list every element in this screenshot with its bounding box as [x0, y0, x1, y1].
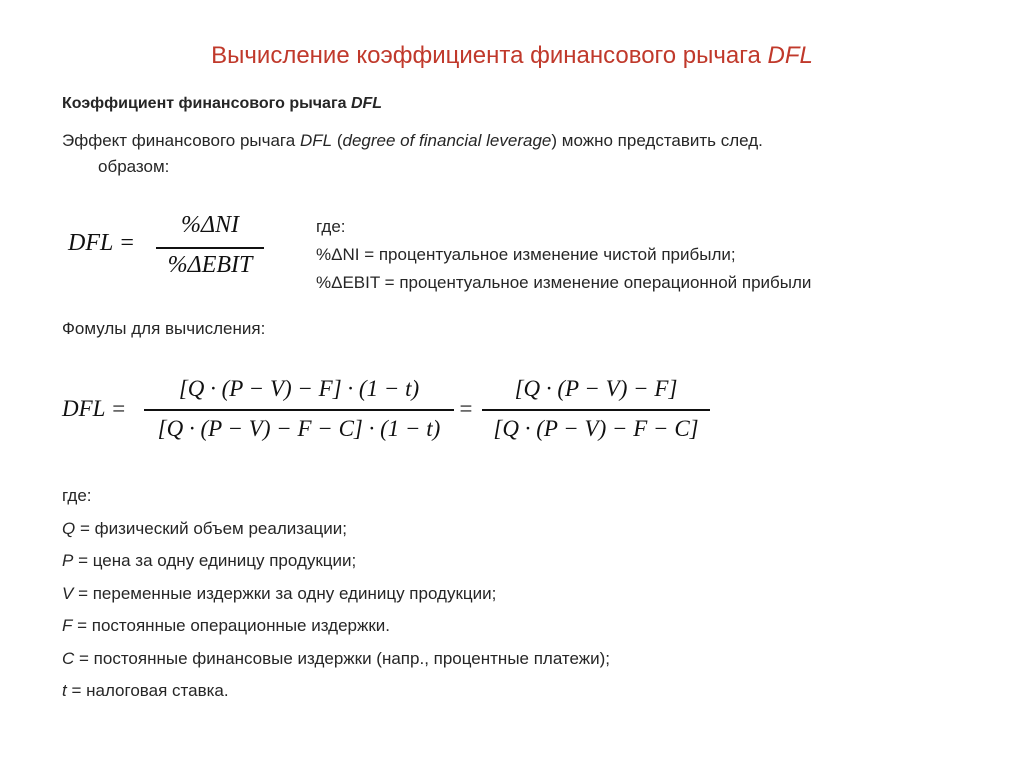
- var-c: [62, 643, 610, 676]
- var-v-text: = переменные издержки за одну единицу продукции;: [73, 583, 497, 603]
- intro-line-2: образом:: [98, 157, 170, 176]
- section-heading: [62, 95, 382, 113]
- slide-title-text: Вычисление коэффициента финансового рычага: [211, 42, 761, 69]
- formula-dfl-full: [62, 372, 722, 452]
- intro-rest: можно представить след.: [561, 131, 763, 150]
- legend1-line1: %ΔNI = процентуальное изменение чистой прибыли;: [316, 245, 736, 264]
- variables-legend: [62, 480, 610, 708]
- formula2-lhs: DFL =: [62, 396, 127, 421]
- section-heading-italic: DFL: [350, 95, 383, 112]
- formula2-fraction-2: [482, 372, 710, 452]
- formula1-fraction: [156, 212, 264, 290]
- formula2-num1: [Q · (P − V) − F] · (1 − t): [178, 376, 420, 401]
- var-v: [62, 578, 610, 611]
- formula1-fraction-bar: [156, 247, 264, 249]
- formula-dfl-simple: [68, 212, 268, 290]
- formula1-denominator: %ΔEBIT: [167, 252, 253, 278]
- var-c-text: = постоянные финансовые издержки (напр., процентные платежи);: [74, 648, 611, 668]
- var-f: [62, 610, 610, 643]
- intro-open-paren: (: [336, 131, 343, 150]
- legend1-where: где:: [316, 217, 346, 236]
- formula1-legend: [316, 213, 811, 297]
- var-f-symbol: F: [62, 616, 73, 635]
- var-c-symbol: C: [62, 648, 75, 668]
- var-q-text: = физический объем реализации;: [75, 518, 347, 538]
- slide-title-italic: DFL: [767, 42, 813, 69]
- formula2-fraction-bar-1: [144, 409, 454, 411]
- formula2-equals: =: [458, 396, 474, 421]
- formula2-fraction-bar-2: [482, 409, 710, 411]
- var-t-symbol: t: [62, 681, 67, 700]
- intro-english-term: degree of financial leverage: [342, 131, 552, 150]
- intro-text: Эффект финансового рычага: [62, 131, 296, 150]
- var-p-text: = цена за одну единицу продукции;: [73, 551, 357, 570]
- slide-title: [0, 42, 1024, 70]
- formula2-fraction-1: [144, 372, 454, 452]
- formula1-lhs: DFL =: [68, 230, 136, 256]
- formula2-den2: [Q · (P − V) − F − C]: [493, 416, 699, 441]
- var-t: [62, 675, 610, 708]
- formula2-den1: [Q · (P − V) − F − C] · (1 − t): [157, 416, 441, 441]
- var-q-symbol: Q: [62, 518, 76, 538]
- var-v-symbol: V: [62, 583, 74, 603]
- section-heading-text: Коэффициент финансового рычага: [62, 95, 347, 112]
- formula2-num2: [Q · (P − V) − F]: [514, 376, 678, 401]
- formulas-label: Фомулы для вычисления:: [62, 319, 266, 338]
- vars-where: где:: [62, 486, 92, 505]
- var-p-symbol: P: [62, 551, 74, 570]
- intro-paragraph: [62, 128, 962, 180]
- var-t-text: = налоговая ставка.: [66, 681, 229, 700]
- intro-dfl: DFL: [299, 131, 333, 150]
- formula1-numerator: %ΔNI: [180, 212, 240, 238]
- intro-close-paren: ): [551, 131, 558, 150]
- var-f-text: = постоянные операционные издержки.: [72, 616, 391, 635]
- intro-line-1: [62, 128, 962, 154]
- var-q: [62, 513, 610, 546]
- legend1-line2: %ΔEBIT = процентуальное изменение операционной прибыли: [316, 273, 812, 292]
- var-p: [62, 545, 610, 578]
